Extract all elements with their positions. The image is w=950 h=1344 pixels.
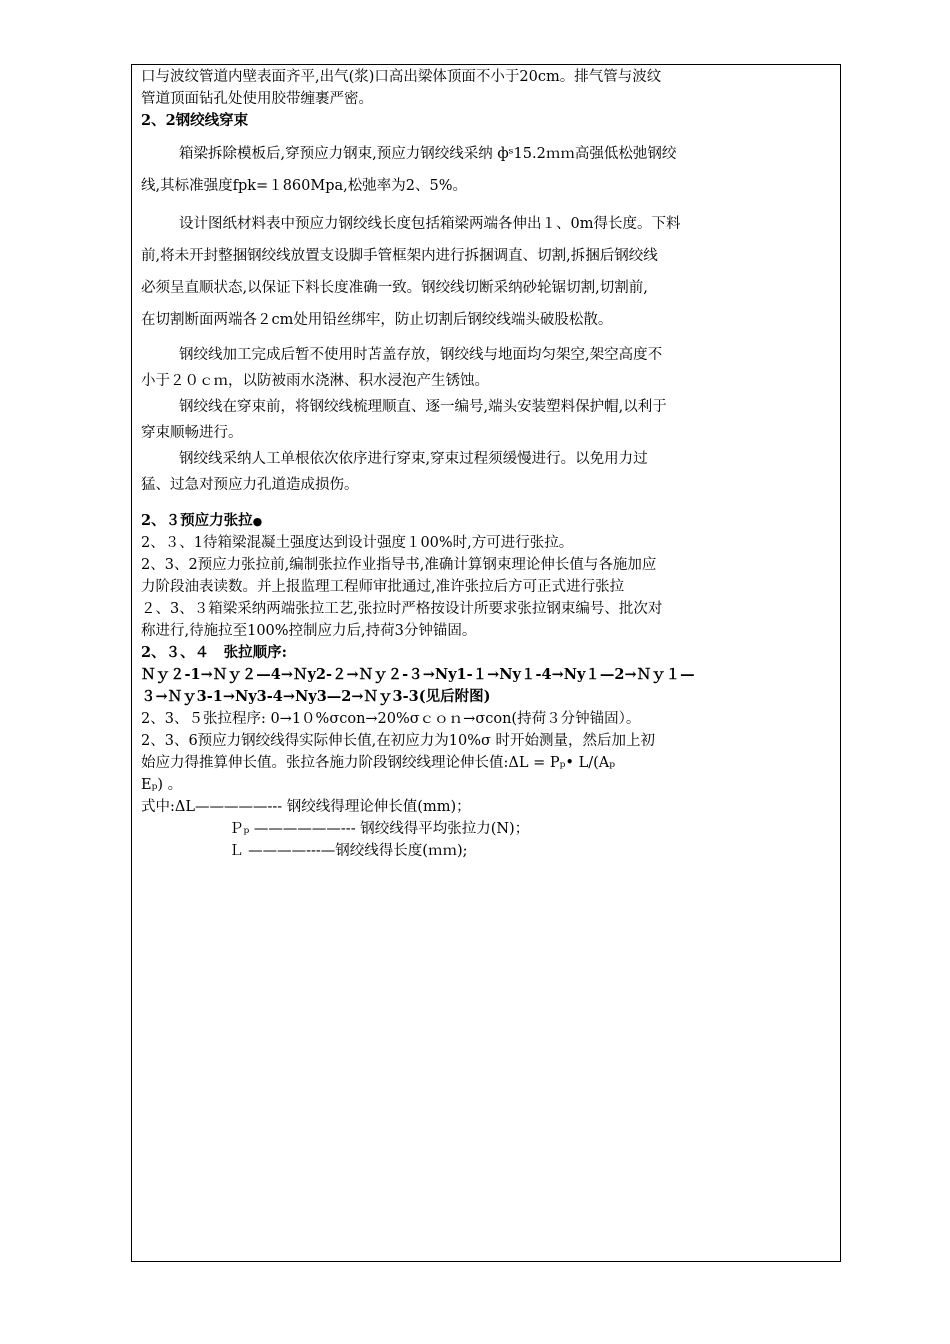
formula-legend-line: 式中:ΔL—————--- 钢绞线得理论伸长值(mm)； (141, 799, 471, 815)
text-line: 在切割断面两端各２cm处用铅丝绑牢，防止切割后钢绞线端头破股松散。 (141, 312, 613, 328)
text-line: 管道顶面钻孔处使用胶带缠裹严密。 (141, 91, 373, 107)
text-line: 必须呈直顺状态,以保证下料长度准确一致。钢绞线切断采纳砂轮锯切割,切割前, (141, 280, 648, 296)
text-line: 箱梁拆除模板后,穿预应力钢束,预应力钢绞线采纳 фˢ15.2ｍｍ高强低松弛钢绞 (179, 146, 677, 162)
text-line: 2、３、1待箱梁混凝土强度达到设计强度１00%时,方可进行张拉。 (141, 535, 574, 551)
text-line: 前,将未开封整捆钢绞线放置支设脚手管框架内进行拆捆调直、切割,拆捆后钢绞线 (141, 248, 658, 264)
text-line: 线,其标准强度fpk=１860Mpa,松弛率为2、5%。 (141, 178, 467, 194)
document-body (141, 66, 837, 862)
text-line: 2、3、2预应力张拉前,编制张拉作业指导书,准确计算钢束理论伸长值与各施加应 (141, 557, 657, 573)
text-line: Eₚ) 。 (141, 777, 183, 793)
tension-sequence-line: ３→Ｎｙ3-1→Ny3-4→Ny3—2→Ｎｙ3-3(见后附图) (141, 688, 491, 705)
text-line: 穿束顺畅进行。 (141, 425, 243, 441)
text-line: 设计图纸材料表中预应力钢绞线长度包括箱梁两端各伸出１、0m得长度。下料 (179, 216, 681, 232)
text-line: 小于２０ｃｍ，以防被雨水浇淋、积水浸泡产生锈蚀。 (141, 373, 489, 389)
text-line: 钢绞线加工完成后暂不使用时苫盖存放，钢绞线与地面均匀架空,架空高度不 (179, 347, 663, 363)
text-line: 猛、过急对预应力孔道造成损伤。 (141, 477, 359, 493)
formula-legend-line: Ｌ ————---—钢绞线得长度(ｍｍ); (229, 843, 468, 859)
text-line: 始应力得推算伸长值。张拉各施力阶段钢绞线理论伸长值:ΔL = Pₚ• L/(Aₚ (141, 755, 616, 771)
text-line: 口与波纹管道内壁表面齐平,出气(浆)口高出梁体顶面不小于20cm。排气管与波纹 (141, 69, 662, 85)
text-line: 钢绞线在穿束前，将钢绞线梳理顺直、逐一编号,端头安装塑料保护帽,以利于 (179, 399, 667, 415)
text-line: 称进行,待施拉至100%控制应力后,持荷3分钟锚固。 (141, 623, 477, 639)
text-line: 2、3、５张拉程序: 0→1０%σcon→20%σｃｏｎ→σcon(持荷３分钟锚固）。 (141, 711, 641, 727)
text-line: ２、3、３箱梁采纳两端张拉工艺,张拉时严格按设计所要求张拉钢束编号、批次对 (141, 601, 663, 617)
text-line: 2、3、6预应力钢绞线得实际伸长值,在初应力为10%σ 时开始测量，然后加上初 (141, 733, 656, 749)
tension-sequence-line: Ｎｙ２-1→Ｎｙ２—4→Ｎy2-２→Ｎｙ２-３→Ny1-１→Ny１-4→Ny１—2→Ｎｙ１— (141, 666, 695, 683)
fire-icon: ● (252, 515, 263, 528)
section-heading-2-2: 2、2钢绞线穿束 (141, 112, 249, 129)
section-heading-2-3: 2、３预应力张拉● (141, 512, 263, 529)
subsection-heading-2-3-4: 2、３、４ 张拉顺序: (141, 644, 287, 661)
text-line: 钢绞线采纳人工单根依次依序进行穿束,穿束过程须缓慢进行。以免用力过 (179, 451, 648, 467)
text-line: 力阶段油表读数。并上报监理工程师审批通过,准许张拉后方可正式进行张拉 (141, 579, 625, 595)
formula-legend-line: Ｐₚ ——————--- 钢绞线得平均张拉力(N)； (229, 821, 530, 837)
